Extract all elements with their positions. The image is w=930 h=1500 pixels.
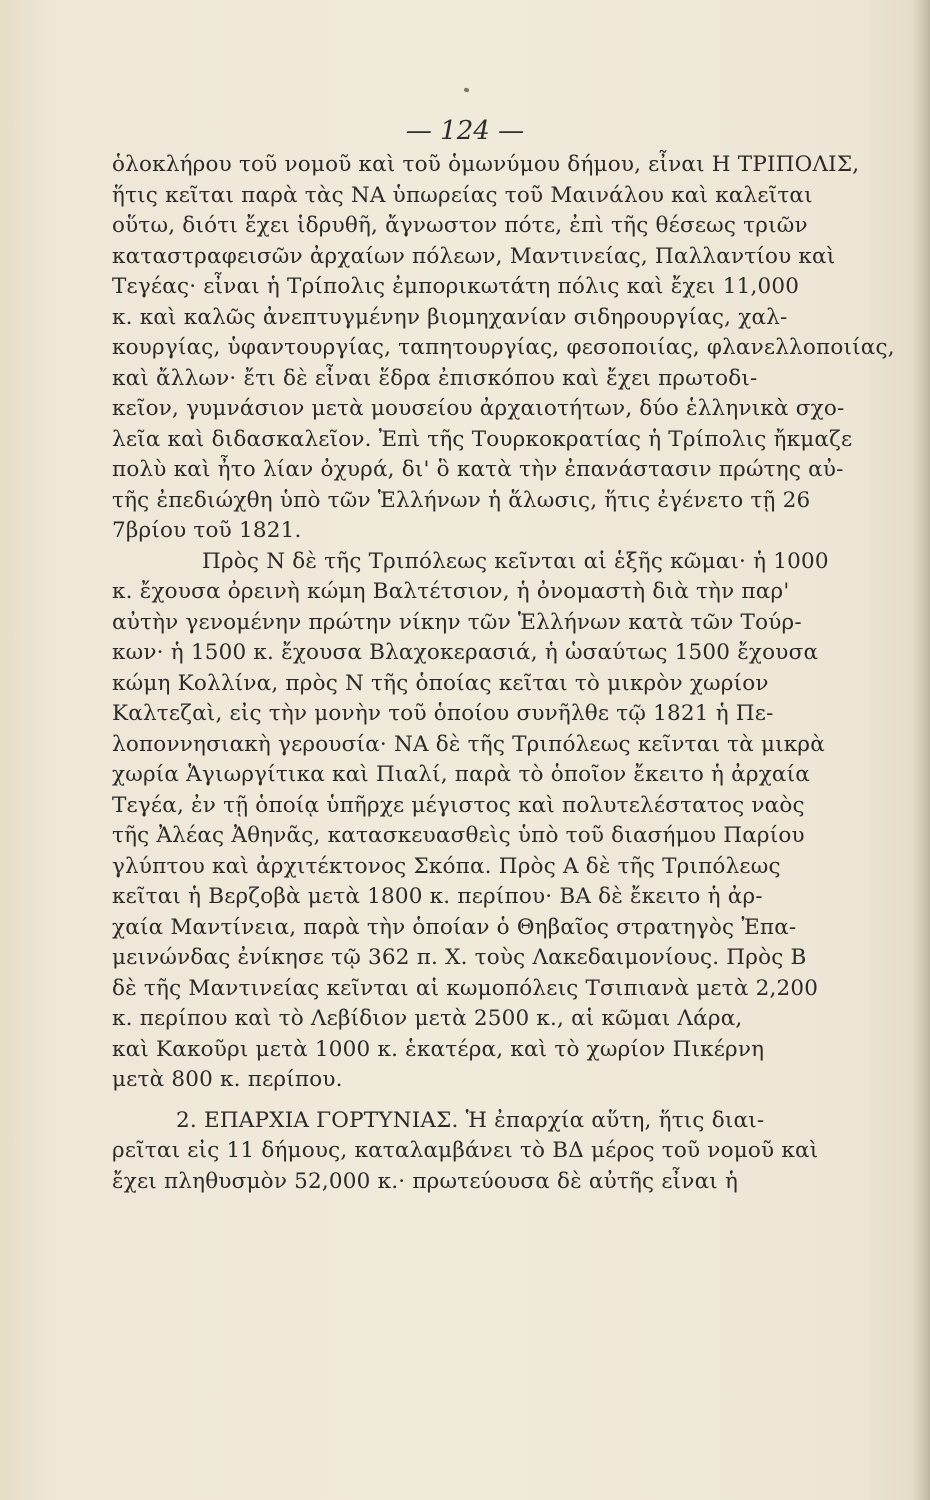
text-line: πολὺ καὶ ἦτο λίαν ὀχυρά, δι' ὃ κατὰ τὴν ἐπανάστασιν πρώτης αὐ- <box>112 457 844 482</box>
text-line: κώμη Κολλίνα, πρὸς Ν τῆς ὁποίας κεῖται τὸ μικρὸν χωρίον <box>112 670 769 696</box>
text-line: δὲ τῆς Μαντινείας κεῖνται αἱ κωμοπόλεις Τσιπιανὰ μετὰ 2,200 <box>112 975 819 1001</box>
text-line: καταστραφεισῶν ἀρχαίων πόλεων, Μαντινείας, Παλλαντίου καὶ <box>112 243 836 269</box>
text-line: κεῖον, γυμνάσιον μετὰ μουσείου ἀρχαιοτήτων, δύο ἑλληνικὰ σχο- <box>112 396 845 421</box>
paragraph-first-line: Πρὸς Ν δὲ τῆς Τριπόλεως κεῖνται αἱ ἑξῆς κῶμαι· ἡ 1000 <box>202 548 829 574</box>
body-text <box>112 150 912 1197</box>
text-line: κων· ἡ 1500 κ. ἔχουσα Βλαχοκερασιά, ἡ ὡσαύτως 1500 ἔχουσα <box>112 640 819 665</box>
text-line: κ. περίπου καὶ τὸ Λεβίδιον μετὰ 2500 κ., αἱ κῶμαι Λάρα, <box>112 1006 743 1031</box>
text-line: Τεγέα, ἐν τῇ ὁποίᾳ ὑπῆρχε μέγιστος καὶ πολυτελέστατος ναὸς <box>112 792 805 818</box>
text-line: κεῖται ἡ Βερζοβὰ μετὰ 1800 κ. περίπου· ΒΑ δὲ ἔκειτο ἡ ἀρ- <box>112 884 763 909</box>
text-line: λοποννησιακὴ γερουσία· ΝΑ δὲ τῆς Τριπόλεως κεῖνται τὰ μικρὰ <box>112 731 825 757</box>
text-line: χαία Μαντίνεια, παρὰ τὴν ὁποίαν ὁ Θηβαῖος στρατηγὸς Ἐπα- <box>112 914 797 940</box>
text-line: τῆς Ἀλέας Ἀθηνᾶς, κατασκευασθεὶς ὑπὸ τοῦ διασήμου Παρίου <box>112 823 805 848</box>
text-line: κουργίας, ὑφαντουργίας, ταπητουργίας, φεσοποιίας, φλανελλοποιίας, <box>112 335 895 360</box>
text-line: οὕτω, διότι ἔχει ἱδρυθῆ, ἄγνωστον πότε, ἐπὶ τῆς θέσεως τριῶν <box>112 213 808 238</box>
text-line: Τεγέας· εἶναι ἡ Τρίπολις ἐμπορικωτάτη πόλις καὶ ἔχει 11,000 <box>112 274 800 299</box>
text-line: αὐτὴν γενομένην πρώτην νίκην τῶν Ἑλλήνων κατὰ τῶν Τούρ- <box>112 609 802 635</box>
section-heading-line: 2. ΕΠΑΡΧΙΑ ΓΟΡΤΥΝΙΑΣ. Ἡ ἐπαρχία αὕτη, ἥτις διαι- <box>176 1107 765 1133</box>
text-line: ἔχει πληθυσμὸν 52,000 κ.· πρωτεύουσα δὲ αὐτῆς εἶναι ἡ <box>112 1168 739 1194</box>
page-number: — 124 — <box>405 116 525 146</box>
text-line: καὶ Κακοῦρι μετὰ 1000 κ. ἑκατέρα, καὶ τὸ χωρίον Πικέρνη <box>112 1036 765 1062</box>
text-line: μετὰ 800 κ. περίπου. <box>112 1067 343 1092</box>
text-line: ρεῖται εἰς 11 δήμους, καταλαμβάνει τὸ ΒΔ μέρος τοῦ νομοῦ καὶ <box>112 1138 819 1163</box>
text-line: κ. ἔχουσα ὀρεινὴ κώμη Βαλτέτσιον, ἡ ὀνομαστὴ διὰ τὴν παρ' <box>112 579 790 604</box>
ink-speck <box>463 87 469 92</box>
text-line: Καλτεζαὶ, εἰς τὴν μονὴν τοῦ ὁποίου συνῆλθε τῷ 1821 ἡ Πε- <box>112 701 774 726</box>
binding-shadow <box>912 0 930 1500</box>
text-line: χωρία Ἁγιωργίτικα καὶ Πιαλί, παρὰ τὸ ὁποῖον ἔκειτο ἡ ἀρχαία <box>112 762 810 787</box>
text-line: καὶ ἄλλων· ἔτι δὲ εἶναι ἕδρα ἐπισκόπου καὶ ἔχει πρωτοδι- <box>112 365 758 391</box>
text-line: 7βρίου τοῦ 1821. <box>112 518 302 543</box>
text-line: γλύπτου καὶ ἀρχιτέκτονος Σκόπα. Πρὸς Α δὲ τῆς Τριπόλεως <box>112 853 781 879</box>
text-line: μεινώνδας ἐνίκησε τῷ 362 π. Χ. τοὺς Λακεδαιμονίους. Πρὸς Β <box>112 945 807 970</box>
text-line: λεῖα καὶ διδασκαλεῖον. Ἐπὶ τῆς Τουρκοκρατίας ἡ Τρίπολις ἤκμαζε <box>112 426 853 452</box>
text-line: τῆς ἐπεδιώχθη ὑπὸ τῶν Ἑλλήνων ἡ ἅλωσις, ἥτις ἐγένετο τῇ 26 <box>112 487 811 513</box>
text-line: ἥτις κεῖται παρὰ τὰς ΝΑ ὑπωρείας τοῦ Μαινάλου καὶ καλεῖται <box>112 182 813 208</box>
text-line: ὁλοκλήρου τοῦ νομοῦ καὶ τοῦ ὁμωνύμου δήμου, εἶναι Η ΤΡΙΠΟΛΙΣ, <box>112 152 860 177</box>
text-line: κ. καὶ καλῶς ἀνεπτυγμένην βιομηχανίαν σιδηρουργίας, χαλ- <box>112 304 788 330</box>
